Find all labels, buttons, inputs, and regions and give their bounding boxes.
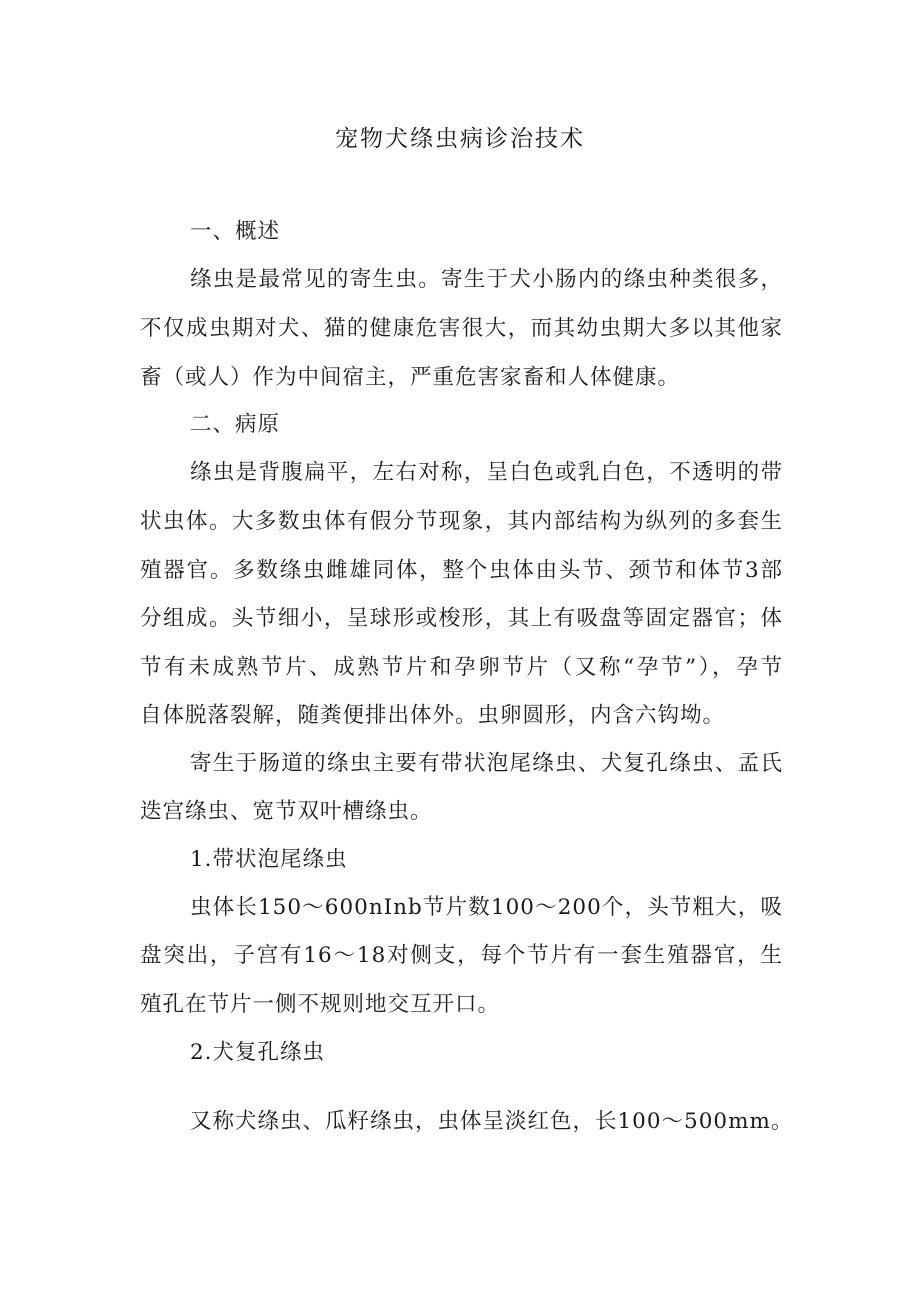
paragraph-line: 虫体长150～600nInb节片数100～200个，头节粗大，吸 bbox=[190, 895, 783, 920]
paragraph-line: 节有未成熟节片、成熟节片和孕卵节片（又称“孕节”），孕节 bbox=[140, 655, 783, 680]
paragraph-line: 自体脱落裂解，随粪便排出体外。虫卵圆形，内含六钩坳。 bbox=[140, 703, 726, 728]
section-heading-pathogen: 二、病原 bbox=[190, 412, 281, 437]
paragraph-line: 盘突出，子宫有16～18对侧支，每个节片有一套生殖器官，生 bbox=[140, 943, 783, 968]
paragraph-line: 绦虫是最常见的寄生虫。寄生于犬小肠内的绦虫种类很多， bbox=[190, 267, 783, 292]
paragraph-line: 迭宫绦虫、宽节双叶槽绦虫。 bbox=[140, 799, 433, 824]
paragraph-line: 又称犬绦虫、瓜籽绦虫，虫体呈淡红色，长100～500mm。 bbox=[190, 1109, 794, 1134]
document-title: 宠物犬绦虫病诊治技术 bbox=[335, 126, 585, 152]
paragraph-line: 状虫体。大多数虫体有假分节现象，其内部结构为纵列的多套生 bbox=[140, 509, 783, 534]
subsection-heading-dipylidium: 2.犬复孔绦虫 bbox=[190, 1040, 326, 1065]
paragraph-line: 绦虫是背腹扁平，左右对称，呈白色或乳白色，不透明的带 bbox=[190, 460, 783, 485]
paragraph-line: 分组成。头节细小，呈球形或梭形，其上有吸盘等固定器官；体 bbox=[140, 606, 783, 631]
paragraph-line: 殖孔在节片一侧不规则地交互开口。 bbox=[140, 992, 501, 1017]
paragraph-line: 畜（或人）作为中间宿主，严重危害家畜和人体健康。 bbox=[140, 365, 681, 390]
paragraph-line: 寄生于肠道的绦虫主要有带状泡尾绦虫、犬复孔绦虫、孟氏 bbox=[190, 751, 783, 776]
subsection-heading-taenia: 1.带状泡尾绦虫 bbox=[190, 847, 348, 872]
paragraph-line: 殖器官。多数绦虫雌雄同体，整个虫体由头节、颈节和体节3部 bbox=[140, 558, 783, 583]
section-heading-overview: 一、概述 bbox=[190, 219, 281, 244]
paragraph-line: 不仅成虫期对犬、猫的健康危害很大，而其幼虫期大多以其他家 bbox=[140, 316, 783, 341]
